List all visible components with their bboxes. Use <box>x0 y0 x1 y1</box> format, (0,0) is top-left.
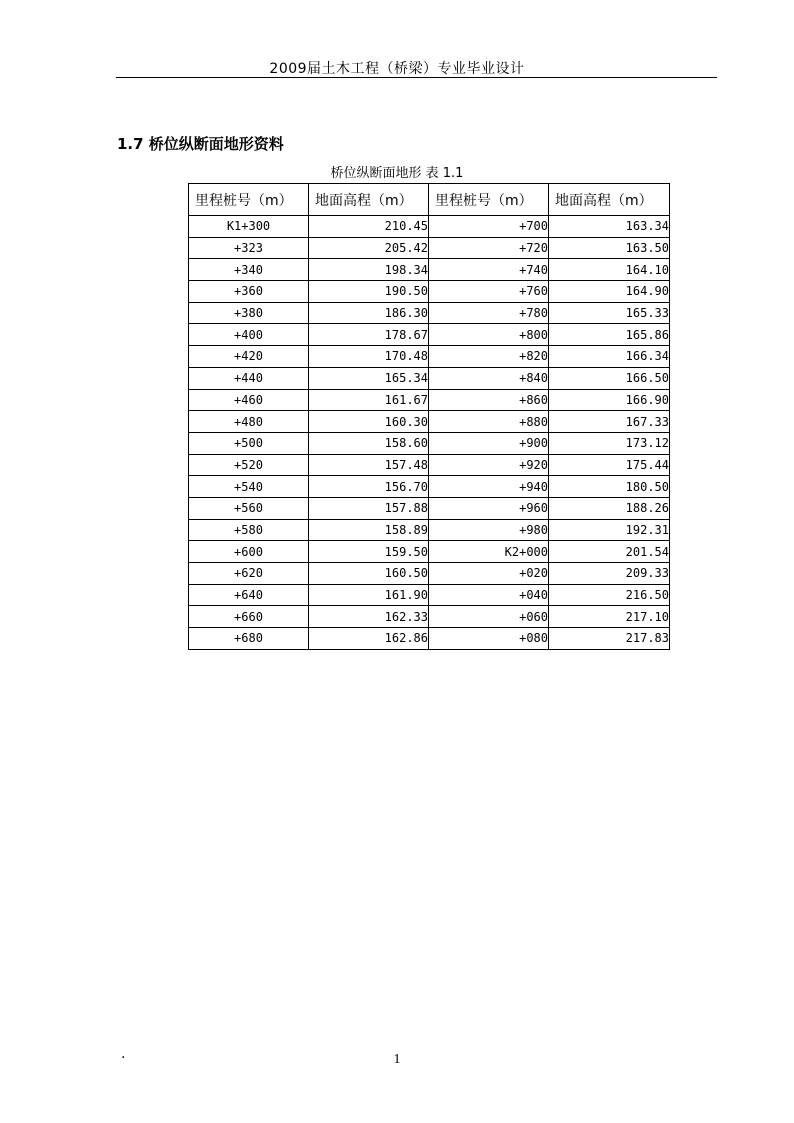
elevation-cell: 157.48 <box>309 454 429 476</box>
elevation-cell: 157.88 <box>309 497 429 519</box>
table-row <box>189 497 670 519</box>
section-heading: 1.7 桥位纵断面地形资料 <box>117 135 284 153</box>
elevation-cell: 190.50 <box>309 281 429 303</box>
table-row <box>189 389 670 411</box>
table-row <box>189 216 670 238</box>
elevation-cell: 205.42 <box>309 237 429 259</box>
elevation-cell: 188.26 <box>549 497 670 519</box>
table-row <box>189 628 670 650</box>
elevation-cell: 165.86 <box>549 324 670 346</box>
station-cell: +620 <box>189 563 309 585</box>
station-cell: K1+300 <box>189 216 309 238</box>
elevation-cell: 156.70 <box>309 476 429 498</box>
station-cell: +323 <box>189 237 309 259</box>
elevation-cell: 166.50 <box>549 367 670 389</box>
station-cell: +600 <box>189 541 309 563</box>
station-cell: +980 <box>429 519 549 541</box>
elevation-cell: 164.10 <box>549 259 670 281</box>
table-row <box>189 606 670 628</box>
elevation-cell: 180.50 <box>549 476 670 498</box>
column-header-elevation: 地面高程（m） <box>309 184 429 216</box>
station-cell: K2+000 <box>429 541 549 563</box>
station-cell: +400 <box>189 324 309 346</box>
elevation-cell: 160.50 <box>309 563 429 585</box>
elevation-cell: 166.90 <box>549 389 670 411</box>
station-cell: +880 <box>429 411 549 433</box>
footer-dot: · <box>121 1050 126 1066</box>
station-cell: +340 <box>189 259 309 281</box>
station-cell: +480 <box>189 411 309 433</box>
table-row <box>189 432 670 454</box>
station-cell: +460 <box>189 389 309 411</box>
table-row <box>189 519 670 541</box>
station-cell: +940 <box>429 476 549 498</box>
station-cell: +840 <box>429 367 549 389</box>
station-cell: +660 <box>189 606 309 628</box>
elevation-cell: 161.67 <box>309 389 429 411</box>
station-cell: +040 <box>429 584 549 606</box>
station-cell: +360 <box>189 281 309 303</box>
station-cell: +920 <box>429 454 549 476</box>
elevation-cell: 210.45 <box>309 216 429 238</box>
table-row <box>189 541 670 563</box>
elevation-cell: 167.33 <box>549 411 670 433</box>
station-cell: +540 <box>189 476 309 498</box>
table-row <box>189 259 670 281</box>
station-cell: +500 <box>189 432 309 454</box>
station-cell: +960 <box>429 497 549 519</box>
table-row <box>189 346 670 368</box>
column-header-station: 里程桩号（m） <box>189 184 309 216</box>
elevation-cell: 186.30 <box>309 302 429 324</box>
station-cell: +560 <box>189 497 309 519</box>
station-cell: +860 <box>429 389 549 411</box>
table-row <box>189 476 670 498</box>
elevation-cell: 165.33 <box>549 302 670 324</box>
station-cell: +420 <box>189 346 309 368</box>
elevation-cell: 178.67 <box>309 324 429 346</box>
elevation-cell: 160.30 <box>309 411 429 433</box>
elevation-cell: 192.31 <box>549 519 670 541</box>
page-header-title: 2009届土木工程（桥梁）专业毕业设计 <box>269 61 525 77</box>
station-cell: +020 <box>429 563 549 585</box>
station-cell: +900 <box>429 432 549 454</box>
elevation-cell: 217.10 <box>549 606 670 628</box>
terrain-data-table <box>188 183 670 650</box>
elevation-cell: 166.34 <box>549 346 670 368</box>
elevation-cell: 216.50 <box>549 584 670 606</box>
table-row <box>189 584 670 606</box>
table-row <box>189 563 670 585</box>
elevation-cell: 198.34 <box>309 259 429 281</box>
table-row <box>189 237 670 259</box>
table-body <box>189 216 670 650</box>
elevation-cell: 163.50 <box>549 237 670 259</box>
elevation-cell: 159.50 <box>309 541 429 563</box>
table-row <box>189 324 670 346</box>
station-cell: +780 <box>429 302 549 324</box>
station-cell: +060 <box>429 606 549 628</box>
elevation-cell: 162.86 <box>309 628 429 650</box>
table-row <box>189 411 670 433</box>
station-cell: +800 <box>429 324 549 346</box>
elevation-cell: 161.90 <box>309 584 429 606</box>
table-row <box>189 281 670 303</box>
station-cell: +760 <box>429 281 549 303</box>
elevation-cell: 175.44 <box>549 454 670 476</box>
table-header-row <box>189 184 670 216</box>
station-cell: +680 <box>189 628 309 650</box>
station-cell: +640 <box>189 584 309 606</box>
station-cell: +700 <box>429 216 549 238</box>
elevation-cell: 165.34 <box>309 367 429 389</box>
elevation-cell: 163.34 <box>549 216 670 238</box>
elevation-cell: 164.90 <box>549 281 670 303</box>
station-cell: +740 <box>429 259 549 281</box>
station-cell: +580 <box>189 519 309 541</box>
station-cell: +820 <box>429 346 549 368</box>
station-cell: +380 <box>189 302 309 324</box>
header-divider <box>116 77 717 78</box>
elevation-cell: 158.60 <box>309 432 429 454</box>
table-row <box>189 454 670 476</box>
elevation-cell: 217.83 <box>549 628 670 650</box>
column-header-station: 里程桩号（m） <box>429 184 549 216</box>
elevation-cell: 209.33 <box>549 563 670 585</box>
table-header <box>189 184 670 216</box>
table-row <box>189 367 670 389</box>
elevation-cell: 170.48 <box>309 346 429 368</box>
table-row <box>189 302 670 324</box>
column-header-elevation: 地面高程（m） <box>549 184 670 216</box>
station-cell: +440 <box>189 367 309 389</box>
station-cell: +720 <box>429 237 549 259</box>
elevation-cell: 162.33 <box>309 606 429 628</box>
table-caption: 桥位纵断面地形 表 1.1 <box>330 166 464 181</box>
elevation-cell: 158.89 <box>309 519 429 541</box>
page-number: 1 <box>393 1052 401 1067</box>
elevation-cell: 173.12 <box>549 432 670 454</box>
station-cell: +080 <box>429 628 549 650</box>
elevation-cell: 201.54 <box>549 541 670 563</box>
station-cell: +520 <box>189 454 309 476</box>
